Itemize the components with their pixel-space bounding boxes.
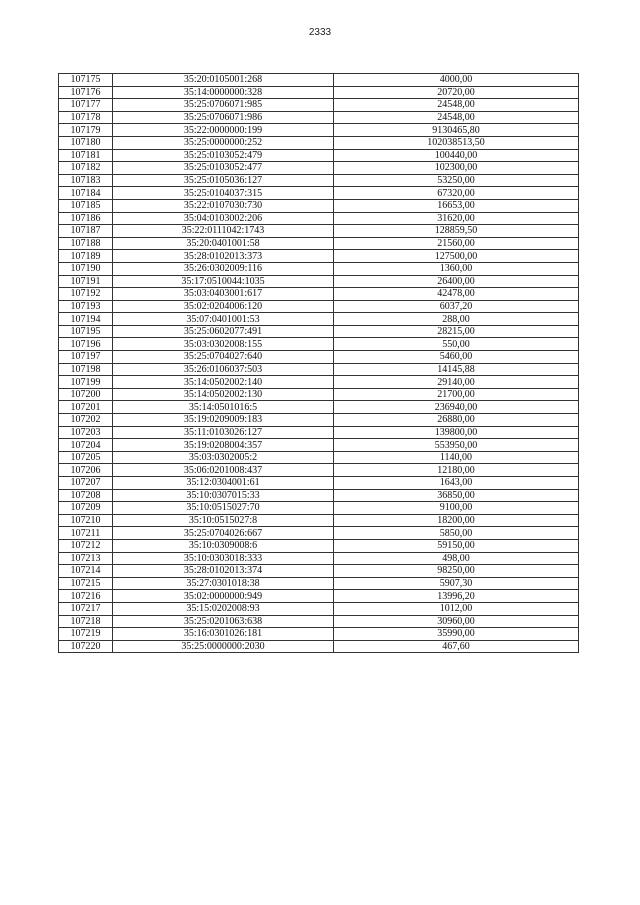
value-cell: 18200,00 <box>334 514 579 527</box>
cadastral-number-cell: 35:10:0303018:333 <box>113 552 334 565</box>
cadastral-number-cell: 35:10:0309008:6 <box>113 539 334 552</box>
value-cell: 21560,00 <box>334 237 579 250</box>
cadastral-number-cell: 35:25:0706071:985 <box>113 99 334 112</box>
table-row <box>59 451 579 464</box>
value-cell: 31620,00 <box>334 212 579 225</box>
value-cell: 128859,50 <box>334 225 579 238</box>
row-number-cell: 107212 <box>59 539 113 552</box>
table-row <box>59 300 579 313</box>
row-number-cell: 107188 <box>59 237 113 250</box>
row-number-cell: 107202 <box>59 414 113 427</box>
row-number-cell: 107215 <box>59 577 113 590</box>
cadastral-number-cell: 35:10:0307015:33 <box>113 489 334 502</box>
value-cell: 26880,00 <box>334 414 579 427</box>
row-number-cell: 107186 <box>59 212 113 225</box>
table-row <box>59 590 579 603</box>
value-cell: 6037,20 <box>334 300 579 313</box>
cadastral-number-cell: 35:15:0202008:93 <box>113 602 334 615</box>
row-number-cell: 107182 <box>59 162 113 175</box>
cadastral-number-cell: 35:02:0204006:120 <box>113 300 334 313</box>
row-number-cell: 107177 <box>59 99 113 112</box>
row-number-cell: 107213 <box>59 552 113 565</box>
value-cell: 30960,00 <box>334 615 579 628</box>
row-number-cell: 107187 <box>59 225 113 238</box>
table-row <box>59 162 579 175</box>
table-row <box>59 489 579 502</box>
value-cell: 5850,00 <box>334 527 579 540</box>
value-cell: 42478,00 <box>334 288 579 301</box>
row-number-cell: 107217 <box>59 602 113 615</box>
value-cell: 550,00 <box>334 338 579 351</box>
cadastral-value-table <box>58 73 579 653</box>
table-row <box>59 439 579 452</box>
value-cell: 1140,00 <box>334 451 579 464</box>
value-cell: 553950,00 <box>334 439 579 452</box>
table-row <box>59 199 579 212</box>
value-cell: 14145,88 <box>334 363 579 376</box>
row-number-cell: 107183 <box>59 174 113 187</box>
table-row <box>59 351 579 364</box>
row-number-cell: 107219 <box>59 628 113 641</box>
row-number-cell: 107207 <box>59 477 113 490</box>
cadastral-number-cell: 35:06:0201008:437 <box>113 464 334 477</box>
cadastral-number-cell: 35:22:0111042:1743 <box>113 225 334 238</box>
page-number: 2333 <box>308 27 332 38</box>
table-row <box>59 527 579 540</box>
value-cell: 5907,30 <box>334 577 579 590</box>
row-number-cell: 107199 <box>59 376 113 389</box>
table-row <box>59 577 579 590</box>
cadastral-number-cell: 35:26:0302009:116 <box>113 262 334 275</box>
cadastral-number-cell: 35:25:0105036:127 <box>113 174 334 187</box>
cadastral-number-cell: 35:25:0706071:986 <box>113 111 334 124</box>
table-row <box>59 187 579 200</box>
row-number-cell: 107198 <box>59 363 113 376</box>
value-cell: 16653,00 <box>334 199 579 212</box>
row-number-cell: 107191 <box>59 275 113 288</box>
cadastral-number-cell: 35:25:0704026:667 <box>113 527 334 540</box>
cadastral-number-cell: 35:03:0403001:617 <box>113 288 334 301</box>
row-number-cell: 107192 <box>59 288 113 301</box>
table-row <box>59 628 579 641</box>
table-row <box>59 99 579 112</box>
value-cell: 102038513,50 <box>334 136 579 149</box>
value-cell: 467,60 <box>334 640 579 653</box>
row-number-cell: 107190 <box>59 262 113 275</box>
cadastral-number-cell: 35:14:0502002:140 <box>113 376 334 389</box>
table-row <box>59 262 579 275</box>
cadastral-number-cell: 35:25:0602077:491 <box>113 325 334 338</box>
table-row <box>59 149 579 162</box>
value-cell: 53250,00 <box>334 174 579 187</box>
cadastral-number-cell: 35:04:0103002:206 <box>113 212 334 225</box>
cadastral-number-cell: 35:10:0515027:8 <box>113 514 334 527</box>
value-cell: 29140,00 <box>334 376 579 389</box>
value-cell: 20720,00 <box>334 86 579 99</box>
table-row <box>59 401 579 414</box>
table-row <box>59 552 579 565</box>
table-row <box>59 225 579 238</box>
row-number-cell: 107205 <box>59 451 113 464</box>
value-cell: 59150,00 <box>334 539 579 552</box>
value-cell: 236940,00 <box>334 401 579 414</box>
row-number-cell: 107203 <box>59 426 113 439</box>
value-cell: 288,00 <box>334 313 579 326</box>
row-number-cell: 107194 <box>59 313 113 326</box>
cadastral-number-cell: 35:20:0105001:268 <box>113 74 334 87</box>
cadastral-number-cell: 35:25:0000000:252 <box>113 136 334 149</box>
cadastral-number-cell: 35:16:0301026:181 <box>113 628 334 641</box>
cadastral-number-cell: 35:14:0501016:5 <box>113 401 334 414</box>
cadastral-number-cell: 35:20:0401001:58 <box>113 237 334 250</box>
row-number-cell: 107216 <box>59 590 113 603</box>
value-cell: 4000,00 <box>334 74 579 87</box>
cadastral-number-cell: 35:03:0302005:2 <box>113 451 334 464</box>
cadastral-number-cell: 35:11:0103026:127 <box>113 426 334 439</box>
value-cell: 127500,00 <box>334 250 579 263</box>
table-row <box>59 111 579 124</box>
table-row <box>59 602 579 615</box>
table-row <box>59 124 579 137</box>
row-number-cell: 107200 <box>59 388 113 401</box>
table-row <box>59 640 579 653</box>
value-cell: 139800,00 <box>334 426 579 439</box>
table-row <box>59 338 579 351</box>
row-number-cell: 107179 <box>59 124 113 137</box>
value-cell: 498,00 <box>334 552 579 565</box>
row-number-cell: 107193 <box>59 300 113 313</box>
value-cell: 100440,00 <box>334 149 579 162</box>
value-cell: 12180,00 <box>334 464 579 477</box>
table-row <box>59 363 579 376</box>
cadastral-number-cell: 35:22:0000000:199 <box>113 124 334 137</box>
value-cell: 21700,00 <box>334 388 579 401</box>
cadastral-number-cell: 35:14:0502002:130 <box>113 388 334 401</box>
table-row <box>59 212 579 225</box>
cadastral-number-cell: 35:17:0510044:1035 <box>113 275 334 288</box>
value-cell: 13996,20 <box>334 590 579 603</box>
value-cell: 26400,00 <box>334 275 579 288</box>
row-number-cell: 107209 <box>59 502 113 515</box>
table-row <box>59 426 579 439</box>
cadastral-number-cell: 35:10:0515027:70 <box>113 502 334 515</box>
table-body <box>59 74 579 653</box>
table-row <box>59 275 579 288</box>
value-cell: 24548,00 <box>334 111 579 124</box>
cadastral-number-cell: 35:25:0103052:479 <box>113 149 334 162</box>
value-cell: 9130465,80 <box>334 124 579 137</box>
value-cell: 102300,00 <box>334 162 579 175</box>
row-number-cell: 107204 <box>59 439 113 452</box>
row-number-cell: 107208 <box>59 489 113 502</box>
table-row <box>59 325 579 338</box>
value-cell: 36850,00 <box>334 489 579 502</box>
cadastral-number-cell: 35:03:0302008:155 <box>113 338 334 351</box>
cadastral-number-cell: 35:25:0201063:638 <box>113 615 334 628</box>
cadastral-number-cell: 35:07:0401001:53 <box>113 313 334 326</box>
value-cell: 1012,00 <box>334 602 579 615</box>
table-row <box>59 477 579 490</box>
table-row <box>59 414 579 427</box>
value-cell: 24548,00 <box>334 99 579 112</box>
row-number-cell: 107214 <box>59 565 113 578</box>
cadastral-number-cell: 35:02:0000000:949 <box>113 590 334 603</box>
row-number-cell: 107175 <box>59 74 113 87</box>
value-cell: 9100,00 <box>334 502 579 515</box>
table-row <box>59 388 579 401</box>
table-row <box>59 565 579 578</box>
table-row <box>59 74 579 87</box>
table-row <box>59 464 579 477</box>
cadastral-number-cell: 35:25:0104037:315 <box>113 187 334 200</box>
table-row <box>59 502 579 515</box>
row-number-cell: 107185 <box>59 199 113 212</box>
table-row <box>59 136 579 149</box>
value-cell: 35990,00 <box>334 628 579 641</box>
row-number-cell: 107210 <box>59 514 113 527</box>
cadastral-number-cell: 35:25:0103052:477 <box>113 162 334 175</box>
value-cell: 98250,00 <box>334 565 579 578</box>
table-row <box>59 237 579 250</box>
table-row <box>59 376 579 389</box>
value-cell: 5460,00 <box>334 351 579 364</box>
row-number-cell: 107189 <box>59 250 113 263</box>
value-cell: 67320,00 <box>334 187 579 200</box>
row-number-cell: 107196 <box>59 338 113 351</box>
row-number-cell: 107197 <box>59 351 113 364</box>
cadastral-number-cell: 35:26:0106037:503 <box>113 363 334 376</box>
table-row <box>59 615 579 628</box>
cadastral-number-cell: 35:25:0000000:2030 <box>113 640 334 653</box>
table-row <box>59 86 579 99</box>
row-number-cell: 107181 <box>59 149 113 162</box>
cadastral-number-cell: 35:28:0102013:373 <box>113 250 334 263</box>
cadastral-number-cell: 35:14:0000000:328 <box>113 86 334 99</box>
row-number-cell: 107195 <box>59 325 113 338</box>
table-row <box>59 288 579 301</box>
cadastral-number-cell: 35:12:0304001:61 <box>113 477 334 490</box>
row-number-cell: 107178 <box>59 111 113 124</box>
cadastral-number-cell: 35:25:0704027:640 <box>113 351 334 364</box>
row-number-cell: 107218 <box>59 615 113 628</box>
table-row <box>59 539 579 552</box>
row-number-cell: 107211 <box>59 527 113 540</box>
row-number-cell: 107184 <box>59 187 113 200</box>
table-row <box>59 514 579 527</box>
row-number-cell: 107220 <box>59 640 113 653</box>
value-cell: 1643,00 <box>334 477 579 490</box>
row-number-cell: 107176 <box>59 86 113 99</box>
cadastral-number-cell: 35:22:0107030:730 <box>113 199 334 212</box>
cadastral-number-cell: 35:19:0208004:357 <box>113 439 334 452</box>
value-cell: 1360,00 <box>334 262 579 275</box>
row-number-cell: 107201 <box>59 401 113 414</box>
table-row <box>59 313 579 326</box>
table-row <box>59 174 579 187</box>
cadastral-number-cell: 35:27:0301018:38 <box>113 577 334 590</box>
cadastral-number-cell: 35:19:0209009:183 <box>113 414 334 427</box>
table-row <box>59 250 579 263</box>
cadastral-number-cell: 35:28:0102013:374 <box>113 565 334 578</box>
value-cell: 28215,00 <box>334 325 579 338</box>
row-number-cell: 107206 <box>59 464 113 477</box>
row-number-cell: 107180 <box>59 136 113 149</box>
